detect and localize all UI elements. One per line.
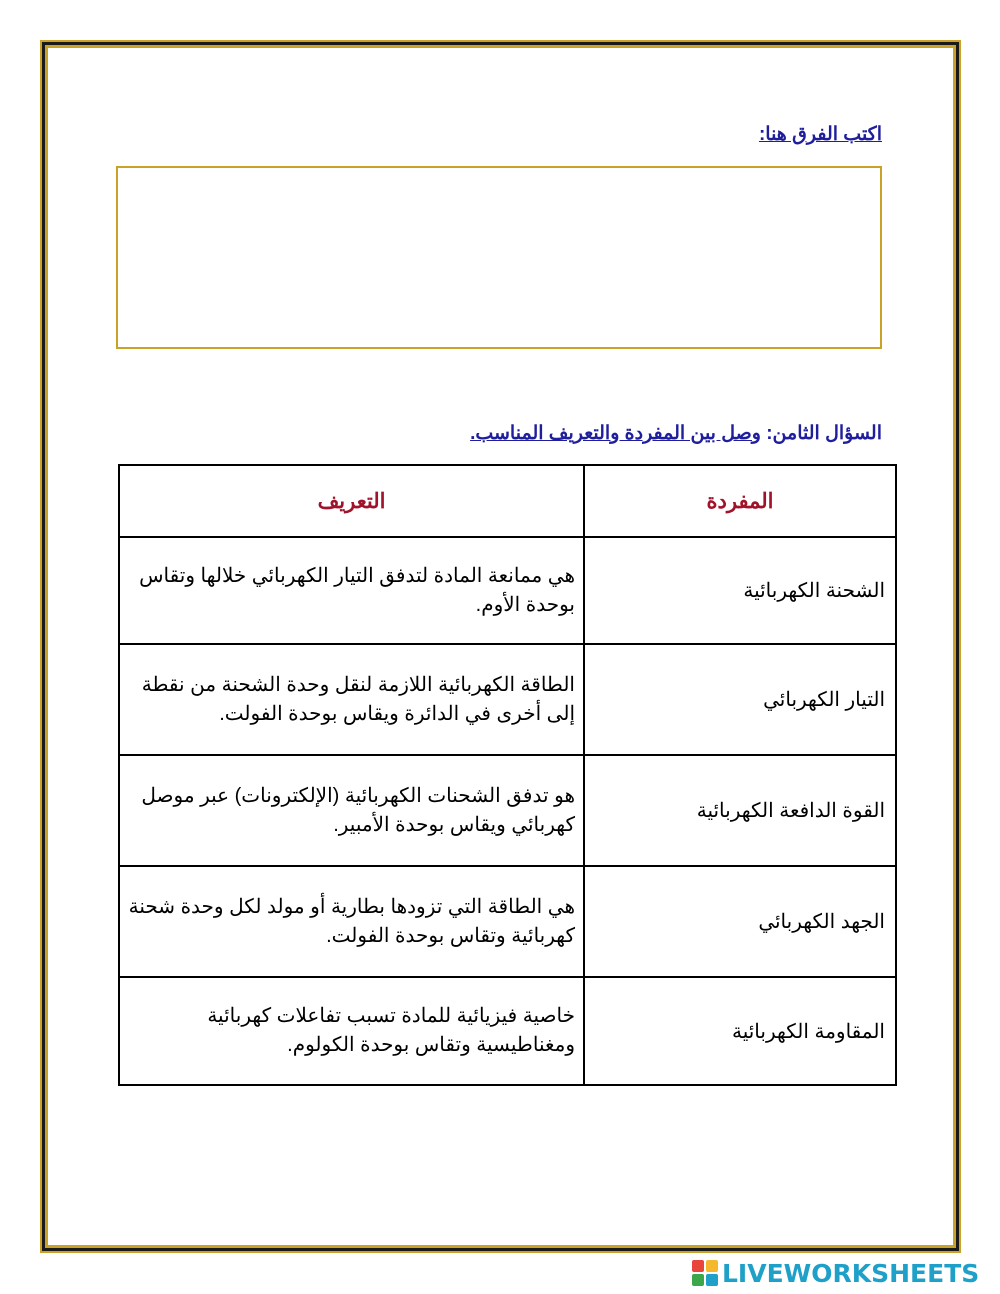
table-header-row	[119, 465, 896, 537]
difference-answer-box[interactable]	[116, 166, 882, 349]
difference-heading: اكتب الفرق هنا:	[758, 124, 882, 145]
table-row	[119, 644, 896, 755]
table-row	[119, 537, 896, 644]
table-row	[119, 977, 896, 1085]
table-row	[119, 755, 896, 866]
logo-square-red	[692, 1260, 704, 1272]
term-cell[interactable]: الشحنة الكهربائية	[584, 537, 896, 644]
definition-cell[interactable]: هي الطاقة التي تزودها بطارية أو مولد لكل وحدة شحنة كهربائية وتقاس بوحدة الفولت.	[119, 866, 584, 977]
logo-square-green	[692, 1274, 704, 1286]
liveworksheets-logo-icon	[692, 1260, 718, 1286]
difference-answer-input[interactable]	[118, 168, 880, 347]
term-cell[interactable]: المقاومة الكهربائية	[584, 977, 896, 1085]
question-label: السؤال الثامن:	[766, 423, 882, 444]
question-eight-heading	[470, 422, 882, 445]
definition-cell[interactable]: الطاقة الكهربائية اللازمة لنقل وحدة الشحنة من نقطة إلى أخرى في الدائرة ويقاس بوحدة الفولت.	[119, 644, 584, 755]
definition-cell[interactable]: هو تدفق الشحنات الكهربائية (الإلكترونات) عبر موصل كهربائي ويقاس بوحدة الأمبير.	[119, 755, 584, 866]
header-definition: التعريف	[119, 465, 584, 537]
logo-text: LIVEWORKSHEETS	[722, 1258, 980, 1288]
definition-cell[interactable]: خاصية فيزيائية للمادة تسبب تفاعلات كهربائية ومغناطيسية وتقاس بوحدة الكولوم.	[119, 977, 584, 1085]
term-cell[interactable]: الجهد الكهربائي	[584, 866, 896, 977]
logo-square-blue	[706, 1274, 718, 1286]
definition-cell[interactable]: هي ممانعة المادة لتدفق التيار الكهربائي خلالها وتقاس بوحدة الأوم.	[119, 537, 584, 644]
matching-table	[118, 464, 897, 1086]
table-row	[119, 866, 896, 977]
question-task: وصل بين المفردة والتعريف المناسب.	[470, 423, 761, 444]
term-cell[interactable]: القوة الدافعة الكهربائية	[584, 755, 896, 866]
logo-square-yellow	[706, 1260, 718, 1272]
header-term: المفردة	[584, 465, 896, 537]
term-cell[interactable]: التيار الكهربائي	[584, 644, 896, 755]
liveworksheets-logo	[692, 1258, 979, 1288]
